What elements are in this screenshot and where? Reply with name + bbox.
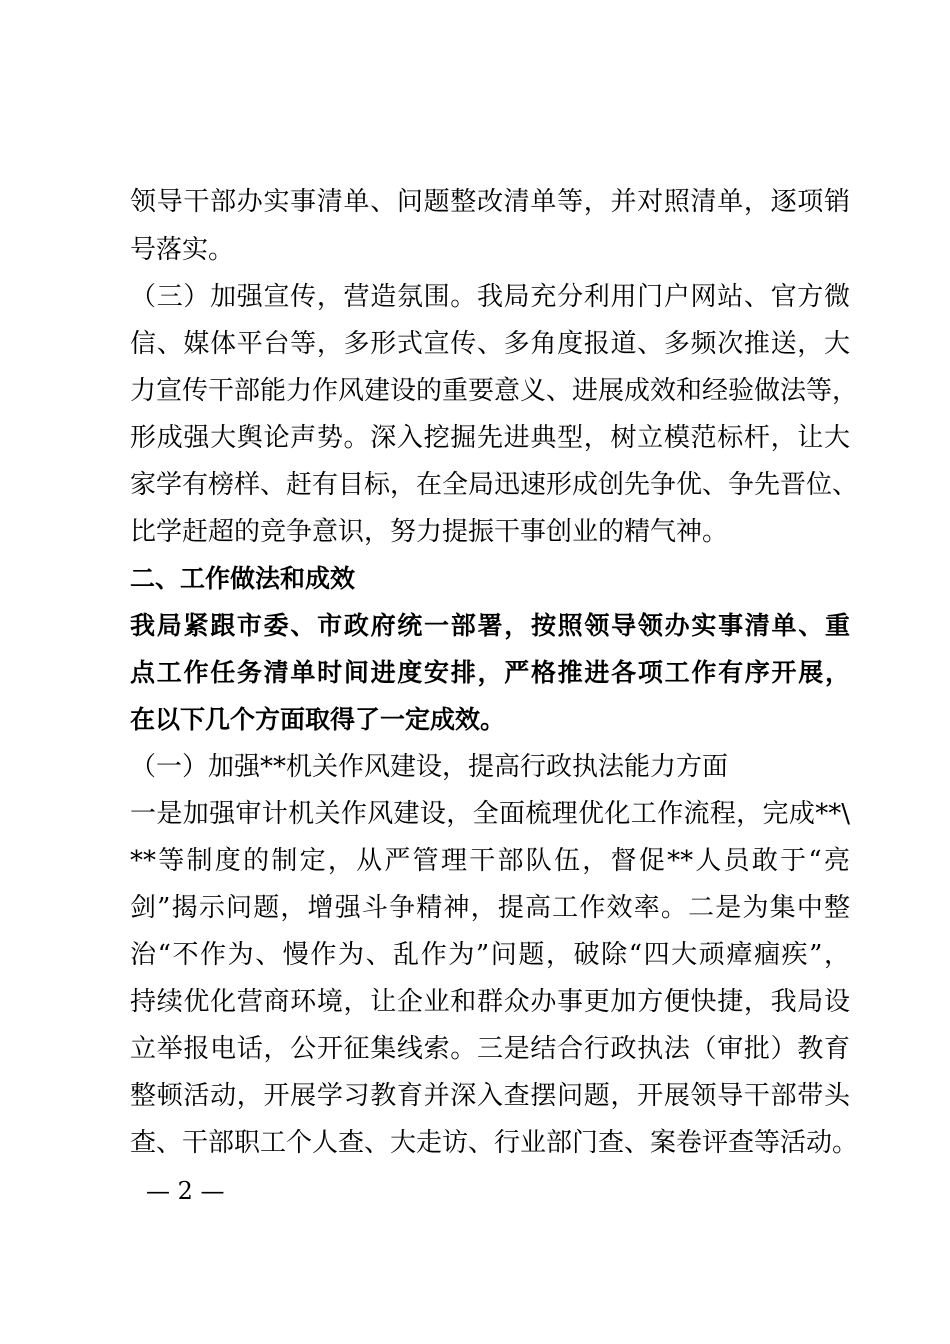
- paragraph-line: 比学赶超的竞争意识，努力提振干事创业的精气神。: [130, 517, 729, 547]
- paragraph-line: 领导干部办实事清单、问题整改清单等，并对照清单，逐项销: [130, 187, 850, 217]
- paragraph-line: 整顿活动，开展学习教育并深入查摆问题，开展领导干部带头: [130, 1081, 850, 1111]
- paragraph-line: 家学有榜样、赶有目标，在全局迅速形成创先争优、争先晋位、: [130, 470, 859, 500]
- paragraph-line: 一是加强审计机关作风建设，全面梳理优化工作流程，完成**\: [130, 799, 850, 829]
- subsection-heading: （一）加强**机关作风建设，提高行政执法能力方面: [130, 752, 729, 782]
- section-heading: 二、工作做法和成效: [130, 564, 356, 593]
- page-number: — 2 —: [146, 1177, 225, 1205]
- paragraph-line: （三）加强宣传，营造氛围。我局充分利用门户网站、官方微: [130, 282, 850, 312]
- paragraph-line: 信、媒体平台等，多形式宣传、多角度报道、多频次推送，大: [130, 329, 850, 359]
- paragraph-line: 持续优化营商环境，让企业和群众办事更加方便快捷，我局设: [130, 987, 850, 1017]
- paragraph-line: 立举报电话，公开征集线索。三是结合行政执法（审批）教育: [130, 1034, 850, 1064]
- paragraph-line: 号落实。: [130, 235, 235, 265]
- paragraph-line: **等制度的制定，从严管理干部队伍，督促**人员敢于“亮: [130, 846, 850, 876]
- paragraph-line: 力宣传干部能力作风建设的重要意义、进展成效和经验做法等，: [130, 376, 859, 406]
- paragraph-line: 查、干部职工个人查、大走访、行业部门查、案卷评查等活动。: [130, 1128, 859, 1158]
- bold-paragraph-line: 在以下几个方面取得了一定成效。: [130, 705, 506, 734]
- paragraph-line: 治“不作为、慢作为、乱作为”问题，破除“四大顽瘴痼疾”，: [130, 940, 850, 970]
- bold-paragraph-line: 点工作任务清单时间进度安排，严格推进各项工作有序开展，: [130, 658, 850, 687]
- paragraph-line: 形成强大舆论声势。深入挖掘先进典型，树立模范标杆，让大: [130, 423, 850, 453]
- paragraph-line: 剑”揭示问题，增强斗争精神，提高工作效率。二是为集中整: [130, 893, 850, 923]
- bold-paragraph-line: 我局紧跟市委、市政府统一部署，按照领导领办实事清单、重: [130, 611, 850, 640]
